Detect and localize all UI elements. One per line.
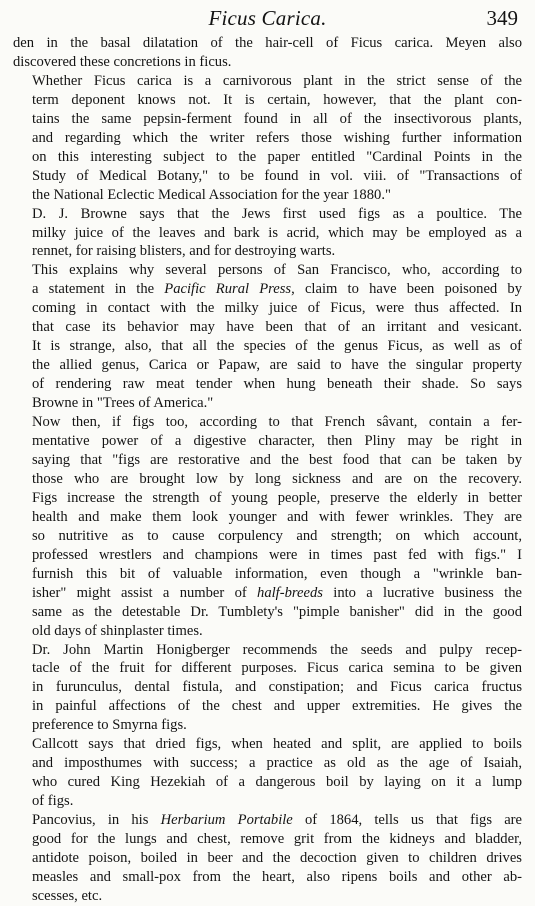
text-line: those who are brought low by long sickness and are on the recovery. (32, 470, 522, 487)
text-line: that case its behavior may have been that of an irritant and vesicant. (32, 319, 522, 336)
paragraph (13, 34, 522, 72)
text-line: a statement in the Pacific Rural Press, claim to have been poisoned by (32, 281, 522, 298)
paragraph (13, 641, 522, 736)
italic-title: Pacific Rural Press (164, 281, 292, 298)
page-header (13, 4, 522, 34)
text-line: den in the basal dilatation of the hair-cell of Ficus carica. Meyen also (13, 35, 522, 51)
text-line: rennet, for raising blisters, and for destroying warts. (32, 243, 336, 260)
paragraph (13, 72, 522, 205)
text-line: on this interesting subject to the paper entitled "Cardinal Points in the (32, 148, 522, 165)
text-line: Study of Medical Botany," to be found in vol. viii. of "Transactions of (32, 167, 522, 184)
running-title: Ficus Carica. (208, 6, 327, 30)
text-line: professed wrestlers and champions were in times past fed with figs." I (32, 546, 522, 563)
text-line: old days of shinplaster times. (32, 622, 203, 639)
text-line: good for the lungs and chest, remove grit from the kidneys and bladder, (32, 831, 522, 848)
text-line: the allied genus, Carica or Papaw, are said to have the singular property (32, 357, 522, 374)
paragraph (13, 413, 522, 640)
paragraph (13, 205, 522, 262)
text-line: and regarding which the writer refers those wishing further information (32, 129, 522, 146)
text-line: This explains why several persons of San Francisco, who, according to (32, 262, 522, 279)
text-line: D. J. Browne says that the Jews first used figs as a poultice. The (32, 205, 522, 222)
text-line: Now then, if figs too, according to that French sâvant, contain a fer- (32, 414, 522, 431)
text-line: Figs increase the strength of young people, preserve the elderly in better (32, 489, 522, 506)
text-line: Dr. John Martin Honigberger recommends the seeds and pulpy recep- (32, 641, 522, 658)
text-line: so nutritive as to cause corpulency and strength; on which account, (32, 527, 522, 544)
text-line: isher" might assist a number of half-breeds into a lucrative business the (32, 584, 522, 601)
paragraph (13, 261, 522, 413)
text-line: tains the same pepsin-ferment found in all of the insectivorous plants, (32, 110, 522, 127)
italic-title: Herbarium Portabile (160, 812, 293, 829)
text-line: Browne in "Trees of America." (32, 395, 214, 412)
text-line: same as the detestable Dr. Tumblety's "pimple banisher" did in the good (32, 603, 522, 620)
text-line: measles and small-pox from the heart, also ripens boils and other ab- (32, 868, 522, 885)
text-line: of figs. (32, 793, 74, 810)
text-line: discovered these concretions in ficus. (13, 53, 232, 70)
paragraph (13, 811, 522, 906)
paragraph (13, 735, 522, 811)
text-line: coming in contact with the milky juice of Ficus, were thus affected. In (32, 300, 522, 317)
text-line: of rendering raw meat tender when hung beneath their shade. So says (32, 376, 522, 393)
text-line: scesses, etc. (32, 887, 103, 904)
text-line: mentative power of a digestive character, then Pliny may be right in (32, 433, 522, 450)
text-line: and imposthumes with success; a practice as old as the age of Isaiah, (32, 755, 522, 772)
page-number: 349 (486, 6, 518, 30)
text-line: Callcott says that dried figs, when heated and split, are applied to boils (32, 736, 522, 753)
italic-title: half-breeds (257, 584, 323, 601)
text-line: who cured King Hezekiah of a dangerous boil by laying on it a lump (32, 774, 522, 791)
body-text (13, 34, 522, 906)
text-line: Pancovius, in his Herbarium Portabile of 1864, tells us that figs are (32, 812, 523, 829)
text-line: health and make them look younger and with fewer wrinkles. They are (32, 508, 522, 525)
text-line: It is strange, also, that all the species of the genus Ficus, as well as of (32, 338, 522, 355)
text-line: term deponent knows not. It is certain, however, that the plant con- (32, 91, 522, 108)
text-line: the National Eclectic Medical Association for the year 1880." (32, 186, 391, 203)
text-line: milky juice of the leaves and bark is acrid, which may be employed as a (32, 224, 522, 241)
text-line: antidote poison, boiled in beer and the decoction given to children drives (32, 849, 522, 866)
text-line: furnish this bit of valuable information, even though a "wrinkle ban- (32, 565, 522, 582)
text-line: in furunculus, dental fistula, and constipation; and Ficus carica fructus (32, 679, 522, 696)
text-line: Whether Ficus carica is a carnivorous plant in the strict sense of the (32, 72, 522, 89)
text-line: in painful affections of the chest and upper extremities. He gives the (32, 698, 522, 715)
text-line: saying that "figs are restorative and the best food that can be taken by (32, 451, 522, 468)
text-line: preference to Smyrna figs. (32, 717, 187, 734)
text-line: tacle of the fruit for different purposes. Ficus carica semina to be given (32, 660, 522, 677)
